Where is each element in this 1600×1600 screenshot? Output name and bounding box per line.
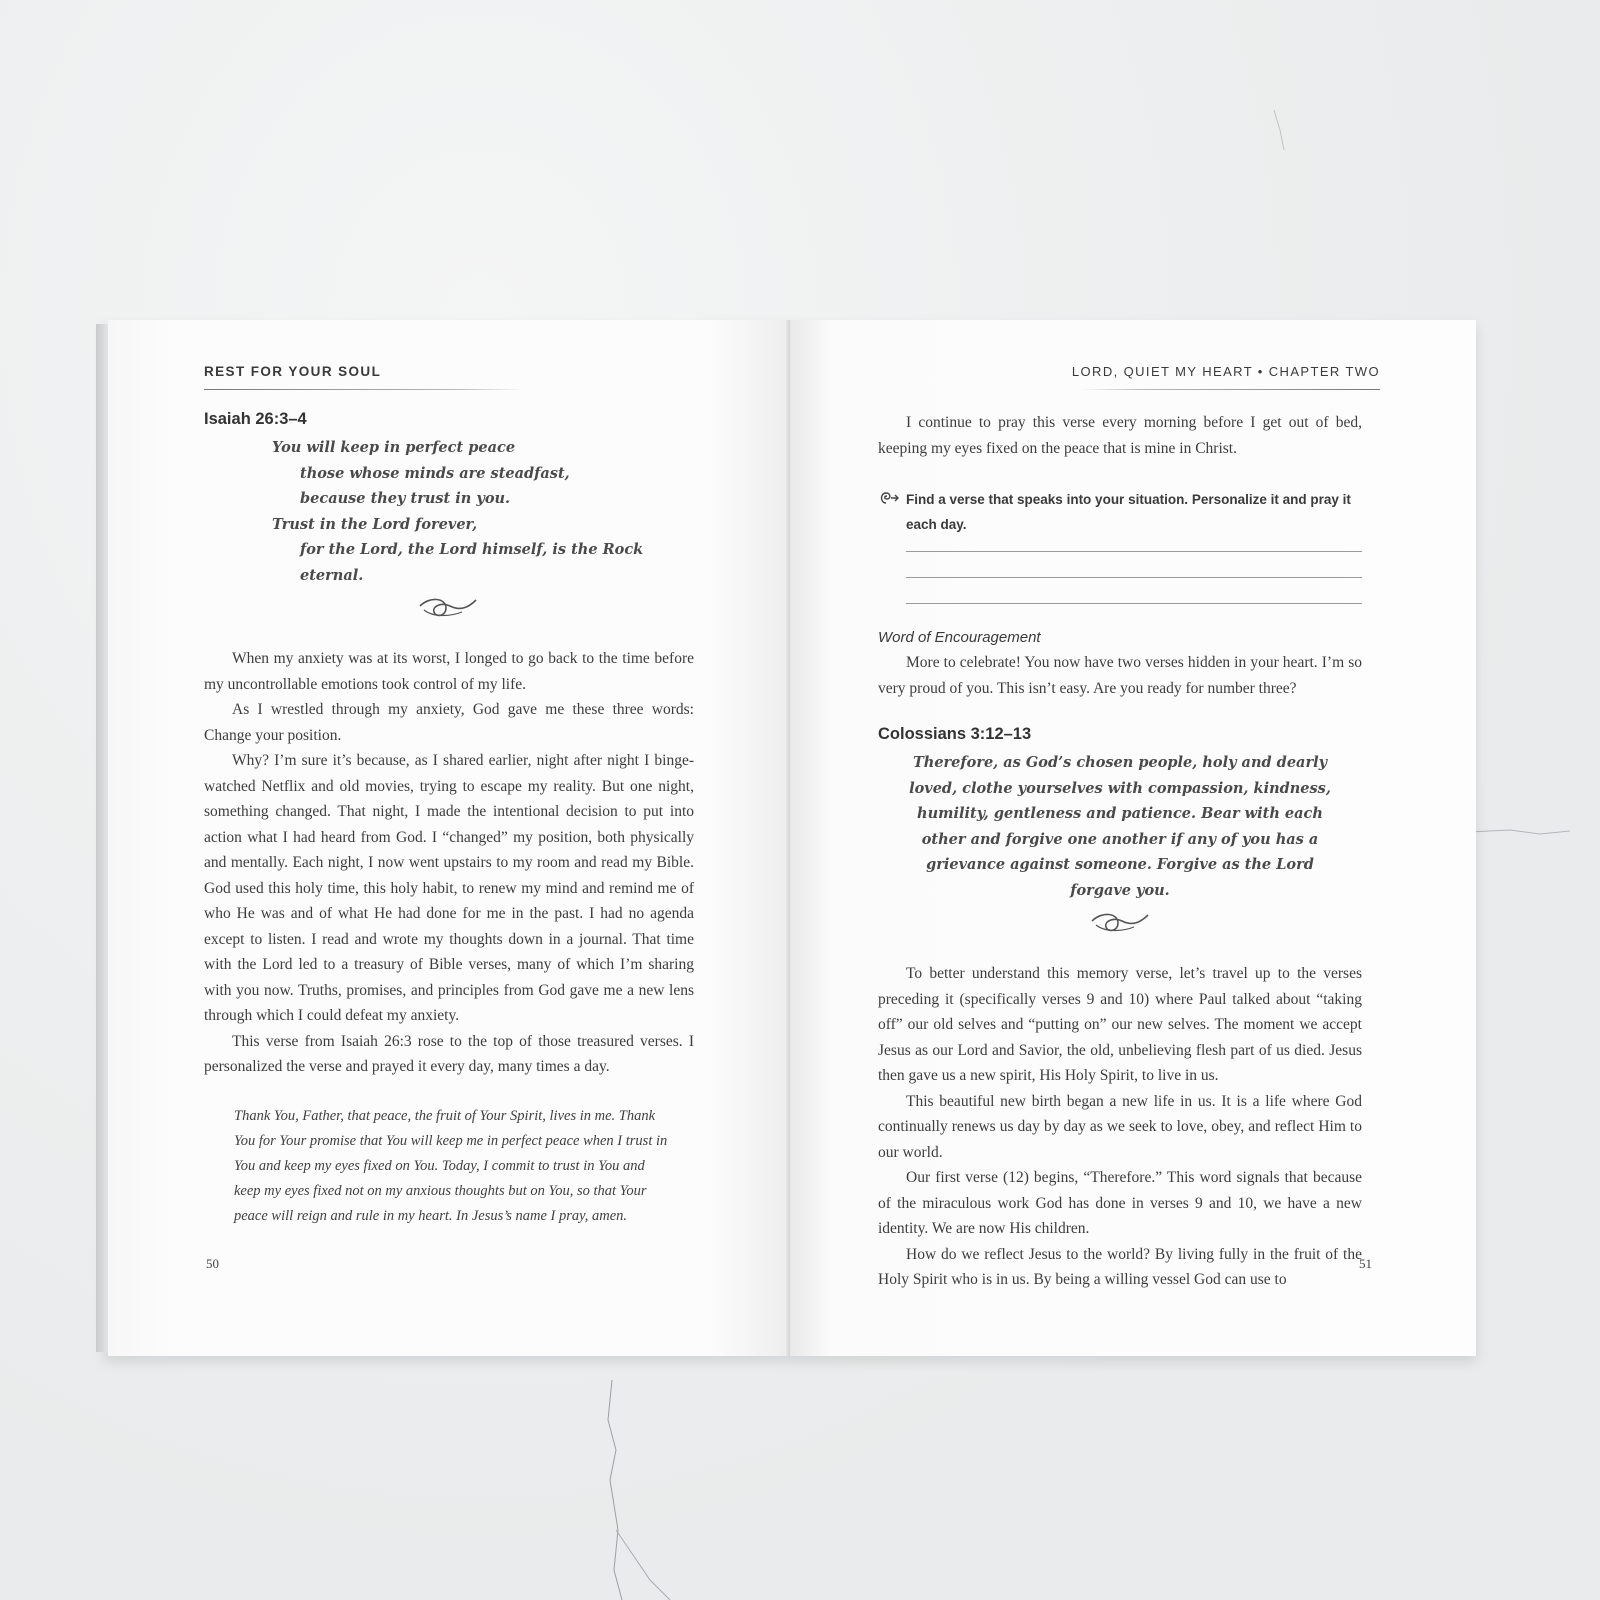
encouragement-paragraph: More to celebrate! You now have two verses hidden in your heart. I’m so very proud of you. This isn’t easy. Are you ready for number three? xyxy=(878,654,1362,697)
body-paragraph: How do we reflect Jesus to the world? By living fully in the fruit of the Holy Spirit who is in us. By being a willing vessel God can use to xyxy=(878,1245,1362,1288)
body-paragraph: This beautiful new birth began a new life in us. It is a life where God continually renews us day by day as we seek to love, obey, and reflect Him to our world. xyxy=(878,1092,1362,1161)
prayer-text: Thank You, Father, that peace, the fruit of Your Spirit, lives in me. Thank You for Your promise that You will keep me in perfect peace when I trust in You and keep my eyes fixed on You. Today, I commit to trust in You and keep my eyes fixed not on my anxious thoughts but on You, so that Your peace will reign and rule in my heart. In Jesus’s name I pray, amen. xyxy=(234,1107,668,1224)
right-page xyxy=(790,320,1476,1356)
wall-crack-right xyxy=(1470,822,1570,842)
intro-paragraph: I continue to pray this verse every morning before I get out of bed, keeping my eyes fixed on the peace that is mine in Christ. xyxy=(878,414,1362,457)
page-number-right: 51 xyxy=(1359,1256,1372,1271)
flourish-icon xyxy=(416,594,480,624)
writing-line[interactable] xyxy=(906,577,1362,578)
page-number-left: 50 xyxy=(206,1256,219,1271)
writing-lines xyxy=(878,551,1362,604)
body-paragraph: To better understand this memory verse, let’s travel up to the verses preceding it (specifically verses 9 and 10) where Paul talked about “taking off” our old selves and “putting on” our new selves. The moment we accept Jesus as our Lord and Savior, the old, unbelieving flesh part of us died. Jesus then gave us a new spirit, His Holy Spirit, to live in us. xyxy=(878,965,1362,1084)
writing-line[interactable] xyxy=(906,603,1362,604)
body-paragraph: This verse from Isaiah 26:3 rose to the top of those treasured verses. I personalized the verse and prayed it every day, many times a day. xyxy=(204,1032,694,1075)
flourish-icon xyxy=(1088,909,1152,939)
poem-line: those whose minds are steadfast, xyxy=(300,464,570,482)
verse-poem xyxy=(272,435,694,588)
running-head-rule xyxy=(1080,389,1380,390)
poem-line: for the Lord, the Lord himself, is the Rock eternal. xyxy=(300,541,644,584)
poem-line: You will keep in perfect peace xyxy=(272,439,516,456)
running-head-right: LORD, QUIET MY HEART • CHAPTER TWO xyxy=(1071,364,1380,379)
writing-line[interactable] xyxy=(906,551,1362,552)
right-column xyxy=(878,410,1362,1293)
running-head-left: REST FOR YOUR SOUL xyxy=(204,364,382,379)
poem-line: because they trust in you. xyxy=(300,490,511,507)
verse-reference: Colossians 3:12–13 xyxy=(878,725,1032,743)
prompt-text: Find a verse that speaks into your situation. Personalize it and pray it each day. xyxy=(906,492,1351,532)
verse-text: Therefore, as God’s chosen people, holy and dearly loved, clothe yourselves with compassion, kindness, humility, gentleness and patience. Bear with each other and forgive one another if any of you has a grievance against someone. Forgive as the Lord forgave you. xyxy=(909,754,1331,899)
running-head-rule xyxy=(204,389,524,390)
body-paragraph: Our first verse (12) begins, “Therefore.” This word signals that because of the miraculous work God has done in verses 9 and 10, we have a new identity. We are now His children. xyxy=(878,1169,1362,1237)
body-paragraph: As I wrestled through my anxiety, God gave me these three words: Change your position. xyxy=(204,701,694,744)
left-page xyxy=(108,320,790,1356)
wall-crack-bottom xyxy=(560,1380,680,1600)
verse-reference: Isaiah 26:3–4 xyxy=(204,410,307,428)
body-paragraph: Why? I’m sure it’s because, as I shared earlier, night after night I binge-watched Netflix and old movies, trying to escape my reality. But one night, something changed. That night, I made the intentional decision to put into action what I had heard from God. I “changed” my position, both physically and mentally. Each night, I now went upstairs to my room and read my Bible. God used this holy time, this holy habit, to renew my mind and remind me of who He was and of what He had done for me in the past. I had no agenda except to listen. I read and wrote my thoughts down in a journal. That time with the Lord led to a treasury of Bible verses, many of which I’m sharing with you now. Truths, promises, and principles from God gave me a new lens through which I could defeat my anxiety. xyxy=(204,752,694,1024)
journal-prompt xyxy=(878,487,1362,537)
wall-crack-top xyxy=(1270,110,1290,150)
body-paragraph: When my anxiety was at its worst, I longed to go back to the time before my uncontrollable emotions took control of my life. xyxy=(204,650,694,693)
poem-line: Trust in the Lord forever, xyxy=(272,515,478,533)
pen-swirl-icon xyxy=(878,491,900,505)
left-column xyxy=(204,410,694,1229)
encouragement-heading: Word of Encouragement xyxy=(878,629,1041,646)
